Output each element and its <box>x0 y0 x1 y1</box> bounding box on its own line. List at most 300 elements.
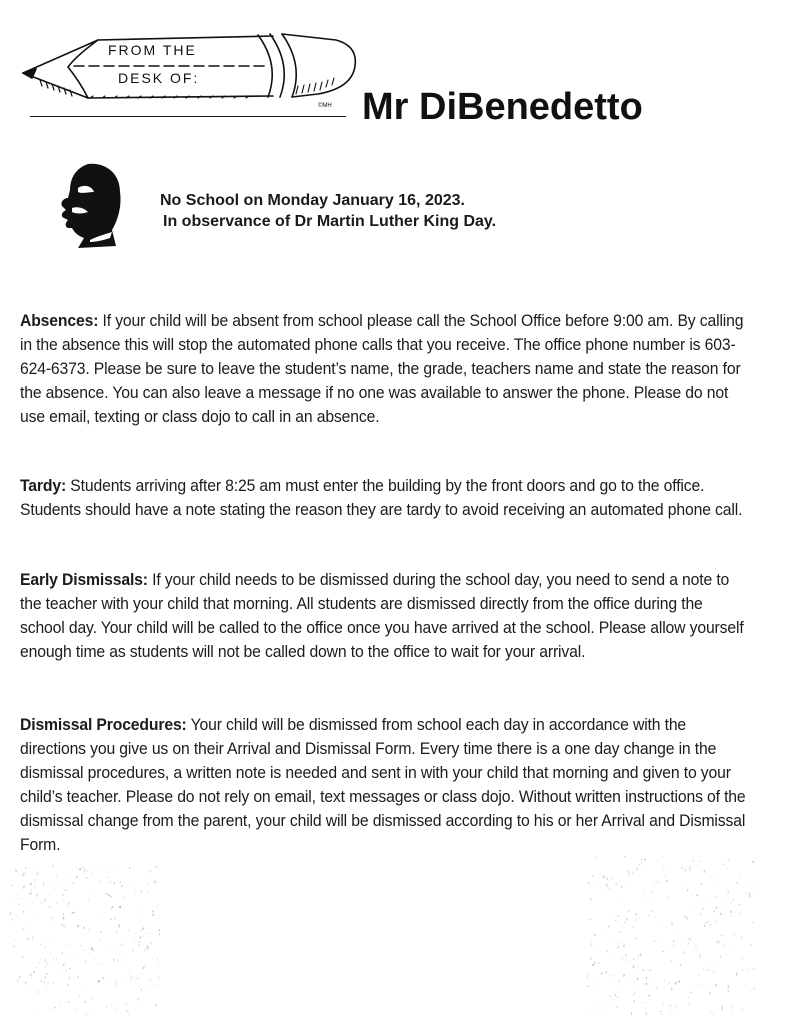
scan-speck <box>646 1013 647 1014</box>
scan-speck <box>53 865 54 867</box>
scan-speck <box>693 860 694 862</box>
scan-speck <box>43 883 44 886</box>
scan-speck <box>38 962 39 963</box>
scan-speck <box>116 981 117 983</box>
scan-speck <box>48 982 49 984</box>
scan-speck <box>82 988 83 989</box>
scan-speck <box>751 944 752 946</box>
scan-speck <box>131 976 133 979</box>
scan-speck <box>698 861 699 862</box>
scan-speck <box>140 930 141 931</box>
scan-speck <box>141 989 142 991</box>
scan-speck <box>101 964 102 965</box>
scan-speck <box>106 905 107 906</box>
scan-speck <box>150 942 151 944</box>
scan-speck <box>99 917 100 918</box>
scan-speck <box>752 884 753 886</box>
scan-speck <box>734 947 735 948</box>
scan-speck <box>660 940 661 942</box>
scan-speck <box>749 893 750 895</box>
scan-speck <box>13 946 14 948</box>
scan-speck <box>61 970 62 972</box>
scan-speck <box>606 951 607 952</box>
scan-speck <box>659 1011 661 1012</box>
scan-speck <box>46 973 47 974</box>
scan-speck <box>63 894 64 896</box>
scan-speck <box>144 950 145 951</box>
scan-speck <box>58 1002 59 1003</box>
scan-noise-bottom-right <box>585 855 755 1015</box>
scan-speck <box>45 947 46 948</box>
scan-speck <box>749 895 751 898</box>
scan-speck <box>675 982 676 985</box>
scan-speck <box>17 980 18 981</box>
scan-speck <box>135 977 136 979</box>
scan-speck <box>615 884 617 886</box>
announcement-reason-line: In observance of Dr Martin Luther King Day. <box>163 213 497 230</box>
scan-speck <box>62 952 63 954</box>
scan-speck <box>128 1014 129 1015</box>
scan-speck <box>89 928 90 930</box>
scan-speck <box>631 1012 632 1015</box>
scan-speck <box>601 1007 602 1008</box>
scan-speck <box>55 938 56 939</box>
scan-speck <box>636 868 637 870</box>
scan-speck <box>23 874 25 877</box>
scan-speck <box>27 939 28 941</box>
scan-speck <box>650 970 652 971</box>
scan-speck <box>34 879 35 880</box>
scan-speck <box>29 867 30 868</box>
scan-speck <box>69 990 70 991</box>
scan-speck <box>61 881 62 882</box>
scan-speck <box>77 1008 78 1009</box>
teacher-name: Mr DiBenedetto <box>362 86 643 128</box>
scan-speck <box>45 959 47 962</box>
scan-speck <box>143 936 144 938</box>
scan-speck <box>623 897 624 898</box>
scan-speck <box>107 1006 108 1008</box>
scan-speck <box>592 1001 594 1002</box>
scan-speck <box>56 901 57 903</box>
scan-speck <box>113 959 114 960</box>
section-tardy <box>20 474 750 522</box>
scan-speck <box>155 1004 157 1006</box>
scan-speck <box>62 924 63 925</box>
scan-speck <box>31 890 32 891</box>
scan-speck <box>88 899 89 901</box>
scan-speck <box>607 878 608 880</box>
scan-speck <box>618 915 619 917</box>
scan-speck <box>717 940 718 941</box>
scan-speck <box>110 896 112 897</box>
scan-speck <box>157 958 158 959</box>
scan-speck <box>598 962 600 963</box>
scan-speck <box>732 934 733 935</box>
scan-speck <box>646 983 648 985</box>
scan-speck <box>129 867 130 868</box>
signature-rule <box>30 116 346 117</box>
scan-speck <box>702 908 703 910</box>
scan-speck <box>587 975 588 976</box>
scan-speck <box>21 898 22 900</box>
scan-speck <box>158 977 160 979</box>
scan-speck <box>132 949 133 951</box>
scan-speck <box>728 895 729 896</box>
scan-speck <box>746 892 747 893</box>
scan-speck <box>715 984 716 986</box>
scan-speck <box>633 873 635 875</box>
scan-speck <box>655 917 656 918</box>
scan-speck <box>47 986 48 987</box>
scan-speck <box>146 946 147 947</box>
announcement-date-line: No School on Monday January 16, 2023. <box>160 192 465 209</box>
scan-speck <box>617 1006 618 1008</box>
scan-speck <box>688 997 689 998</box>
scan-speck <box>634 992 635 994</box>
scan-speck <box>147 883 148 885</box>
scan-speck <box>92 948 94 950</box>
scan-speck <box>623 974 624 977</box>
scan-speck <box>594 935 595 936</box>
scan-speck <box>731 1010 732 1012</box>
scan-speck <box>105 893 107 894</box>
scan-speck <box>143 967 144 969</box>
scan-speck <box>47 963 48 966</box>
scan-speck <box>148 890 149 892</box>
scan-speck <box>126 1010 127 1012</box>
scan-speck <box>606 884 608 886</box>
scan-speck <box>83 927 84 930</box>
scan-speck <box>645 1008 646 1009</box>
scan-speck <box>688 943 689 944</box>
scan-speck <box>86 877 88 879</box>
scan-speck <box>620 971 621 972</box>
scan-speck <box>35 865 36 866</box>
scan-speck <box>102 883 103 885</box>
scan-speck <box>607 887 608 889</box>
scan-speck <box>723 864 724 865</box>
scan-speck <box>633 959 634 960</box>
scan-speck <box>117 931 118 932</box>
scan-speck <box>665 875 666 877</box>
scan-speck <box>157 866 158 868</box>
scan-speck <box>736 882 738 883</box>
scan-speck <box>84 869 85 871</box>
scan-speck <box>595 961 596 963</box>
scan-speck <box>603 1010 604 1011</box>
scan-speck <box>63 900 64 902</box>
scan-speck <box>124 896 125 898</box>
scan-speck <box>641 1002 642 1004</box>
scan-speck <box>32 914 33 915</box>
scan-speck <box>733 899 734 901</box>
scan-speck <box>636 918 637 920</box>
scan-speck <box>657 882 658 884</box>
scan-speck <box>23 928 24 930</box>
scan-speck <box>689 938 690 940</box>
scan-speck <box>72 912 73 914</box>
scan-speck <box>668 897 669 899</box>
no-school-announcement <box>160 190 496 232</box>
scan-speck <box>630 909 631 910</box>
scan-speck <box>695 948 696 949</box>
scan-speck <box>628 875 629 877</box>
scan-speck <box>641 859 642 860</box>
scan-speck <box>684 916 686 917</box>
scan-speck <box>627 918 628 921</box>
scan-speck <box>30 883 31 885</box>
scan-speck <box>623 945 625 947</box>
scan-speck <box>720 956 721 958</box>
scan-speck <box>85 960 86 962</box>
scan-speck <box>138 998 139 1000</box>
scan-speck <box>622 943 623 944</box>
section-dismissal-procedures <box>20 713 750 857</box>
scan-speck <box>68 1001 69 1003</box>
scan-speck <box>689 870 690 872</box>
scan-speck <box>701 984 702 986</box>
scan-speck <box>618 946 619 948</box>
scan-speck <box>689 867 690 869</box>
scan-speck <box>588 882 589 884</box>
scan-speck <box>722 935 723 937</box>
scan-speck <box>86 1013 87 1015</box>
scan-speck <box>730 911 732 913</box>
scan-speck <box>94 950 95 951</box>
scan-speck <box>741 936 742 937</box>
scan-speck <box>45 966 46 968</box>
scan-speck <box>728 985 729 988</box>
scan-speck <box>708 921 709 922</box>
scan-speck <box>625 906 626 907</box>
scan-speck <box>120 881 121 883</box>
scan-speck <box>64 926 65 928</box>
scan-speck <box>139 986 140 987</box>
scan-speck <box>621 886 622 888</box>
scan-speck <box>100 869 101 870</box>
scan-speck <box>108 866 109 867</box>
scan-speck <box>700 957 701 959</box>
scan-speck <box>38 991 39 993</box>
section-heading: Tardy: <box>20 477 67 495</box>
scan-speck <box>114 883 115 885</box>
scan-speck <box>48 925 49 926</box>
scan-speck <box>95 893 96 894</box>
scan-speck <box>36 966 37 968</box>
scan-speck <box>110 881 112 883</box>
section-heading: Dismissal Procedures: <box>20 716 187 734</box>
scan-speck <box>65 889 67 891</box>
scan-speck <box>146 985 147 987</box>
scan-speck <box>128 929 129 931</box>
scan-speck <box>11 919 12 921</box>
scan-speck <box>154 881 155 883</box>
scan-speck <box>663 866 664 868</box>
scan-speck <box>689 909 690 910</box>
scan-speck <box>63 913 64 915</box>
scan-speck <box>652 886 653 887</box>
scan-speck <box>619 980 620 982</box>
scan-speck <box>712 902 713 904</box>
scan-speck <box>592 875 593 877</box>
scan-speck <box>81 945 82 946</box>
scan-speck <box>63 917 65 919</box>
scan-speck <box>26 937 27 938</box>
scan-speck <box>644 859 646 861</box>
scan-speck <box>595 934 596 936</box>
scan-speck <box>129 975 130 977</box>
scan-speck <box>112 947 113 948</box>
scan-speck <box>112 1004 113 1006</box>
scan-speck <box>144 966 145 968</box>
scan-speck <box>742 969 744 971</box>
scan-speck <box>746 956 747 957</box>
scan-speck <box>632 927 633 928</box>
scan-speck <box>590 958 592 960</box>
scan-speck <box>119 906 121 908</box>
section-body: Your child will be dismissed from school each day in accordance with the directions you give us on their Arrival and Dismissal Form. Every time there is a one day change in the dismissal procedures, a written note is needed and sent in with your child that morning and given to your child’s teacher. Please do not rely on email, text messages or class dojo. Without written instructions of the dismissal change from the parent, your child will be dismissed according to his or her Arrival and Dismissal Form. <box>20 716 746 854</box>
scan-speck <box>41 980 42 982</box>
scan-speck <box>137 978 138 980</box>
scan-speck <box>721 1005 722 1007</box>
scan-speck <box>122 944 123 946</box>
scan-speck <box>16 870 18 872</box>
scan-speck <box>662 869 663 870</box>
scan-speck <box>100 881 101 883</box>
scan-speck <box>586 976 588 977</box>
mlk-silhouette-icon <box>48 162 124 250</box>
scan-speck <box>140 937 141 939</box>
scan-speck <box>671 988 672 991</box>
scan-speck <box>710 992 712 994</box>
scan-speck <box>91 873 92 874</box>
scan-speck <box>641 862 642 865</box>
scan-speck <box>83 934 84 936</box>
scan-speck <box>119 927 120 928</box>
scan-speck <box>723 910 724 911</box>
scan-speck <box>110 918 111 920</box>
scan-speck <box>98 964 99 965</box>
scan-speck <box>716 907 717 909</box>
scan-speck <box>66 969 67 970</box>
scan-speck <box>704 925 705 927</box>
scan-speck <box>54 884 55 885</box>
scan-speck <box>117 959 118 961</box>
scan-speck <box>68 902 69 904</box>
scan-speck <box>698 894 699 896</box>
scan-speck <box>24 885 25 887</box>
scan-speck <box>30 892 31 895</box>
scan-speck <box>638 956 639 957</box>
scan-speck <box>649 897 651 898</box>
scan-speck <box>656 987 657 989</box>
scan-speck <box>668 982 669 984</box>
scan-speck <box>135 940 136 942</box>
scan-speck <box>630 885 631 886</box>
scan-speck <box>612 879 613 880</box>
scan-speck <box>23 911 24 913</box>
scan-speck <box>742 1008 743 1009</box>
scan-speck <box>54 1008 55 1009</box>
scan-speck <box>37 873 39 874</box>
scan-speck <box>49 958 50 959</box>
scan-speck <box>624 922 625 924</box>
scan-speck <box>721 901 722 902</box>
scan-speck <box>600 915 601 916</box>
scan-speck <box>57 957 58 959</box>
scan-speck <box>69 968 70 969</box>
scan-speck <box>615 937 616 938</box>
scan-speck <box>76 876 78 878</box>
scan-speck <box>675 1005 676 1008</box>
scan-speck <box>143 917 144 918</box>
scan-speck <box>85 1001 86 1003</box>
scan-speck <box>116 953 117 954</box>
scan-speck <box>45 899 46 901</box>
scan-speck <box>603 875 604 877</box>
scan-speck <box>19 904 20 906</box>
scan-speck <box>715 920 716 922</box>
scan-speck <box>141 929 142 931</box>
section-body: If your child needs to be dismissed during the school day, you need to send a note to the teacher with your child that morning. All students are dismissed directly from the office during the school day. Your child will be called to the office once you have arrived at the school. Please allow yourself enough time as students will not be called down to the office to wait for your arrival. <box>20 571 744 661</box>
scan-speck <box>640 900 641 901</box>
scan-speck <box>73 882 74 884</box>
scan-speck <box>33 971 34 973</box>
scan-speck <box>150 980 151 982</box>
scan-speck <box>159 933 160 935</box>
scan-speck <box>41 902 42 903</box>
scan-speck <box>111 907 112 910</box>
scan-speck <box>130 980 131 982</box>
scan-speck <box>37 894 38 897</box>
scan-speck <box>619 932 620 933</box>
scan-speck <box>714 910 715 911</box>
scan-speck <box>662 924 663 925</box>
scan-speck <box>24 872 25 874</box>
scan-speck <box>143 927 144 929</box>
scan-speck <box>12 885 13 887</box>
scan-speck <box>628 911 629 913</box>
scan-speck <box>110 1003 111 1004</box>
scan-speck <box>685 869 686 872</box>
scan-speck <box>651 891 652 892</box>
scan-speck <box>142 930 143 931</box>
scan-speck <box>159 964 160 966</box>
scan-speck <box>713 1013 714 1015</box>
scan-speck <box>628 871 629 873</box>
scan-speck <box>592 964 594 965</box>
scan-speck <box>633 995 634 996</box>
scan-speck <box>600 875 601 876</box>
scan-speck <box>689 1003 690 1005</box>
scan-speck <box>719 942 720 944</box>
scan-speck <box>64 957 65 958</box>
scan-speck <box>15 870 17 871</box>
scan-speck <box>639 864 640 865</box>
scan-speck <box>728 989 729 991</box>
scan-speck <box>742 938 743 940</box>
scan-speck <box>129 971 130 973</box>
scan-speck <box>106 977 107 979</box>
scan-speck <box>681 880 682 881</box>
scan-speck <box>700 913 701 915</box>
scan-speck <box>752 861 754 863</box>
scan-speck <box>622 956 623 959</box>
scan-speck <box>116 867 117 868</box>
scan-speck <box>721 1009 723 1011</box>
scan-speck <box>608 925 609 928</box>
